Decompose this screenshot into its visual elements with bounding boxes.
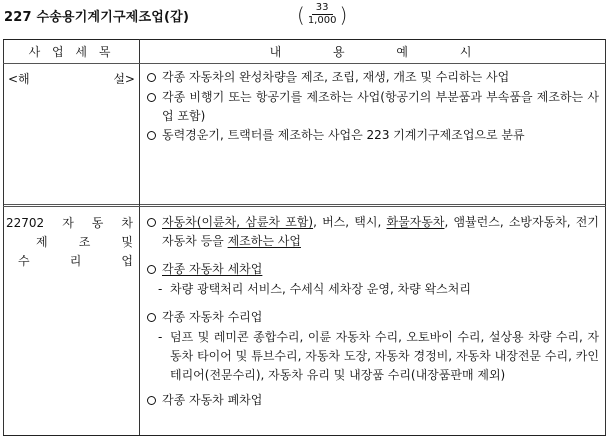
explanation-item-2: 각종 비행기 또는 항공기를 제조하는 사업(항공기의 부분품과 부속품을 제조하는 사업 포함) (162, 90, 599, 123)
explanation-label-right: 설> (113, 72, 135, 86)
label-char: 차 (121, 216, 133, 230)
classification-table (3, 39, 606, 436)
underlined-text: 제조하는 사업 (227, 234, 301, 248)
list-item (146, 308, 599, 328)
underlined-text: 화물자동차 (386, 215, 445, 229)
rate-fraction (297, 2, 347, 27)
label-char: 동 (91, 216, 104, 230)
circle-bullet-icon (146, 308, 162, 328)
label-char: 수 (18, 254, 30, 268)
list-item (146, 68, 599, 88)
sub-item (146, 328, 599, 385)
explanation-item-1: 각종 자동차의 완성차량을 제조, 조립, 재생, 개조 및 수리하는 사업 (162, 70, 510, 84)
page-title: 227 수송용기계기구제조업(갑) (4, 10, 190, 25)
dash-marker: - (158, 282, 163, 296)
explanation-label-left: <해 (8, 72, 30, 86)
circle-bullet-icon (146, 391, 162, 411)
underlined-text: 자동차(이륜차, 삼륜차 포함) (162, 215, 314, 229)
text-segment: , 버스, 택시, (313, 215, 387, 229)
table-header-row (4, 40, 606, 64)
industry-code: 22702 (6, 216, 45, 230)
label-char: 업 (121, 254, 133, 268)
circle-bullet-icon (146, 260, 162, 280)
car-wash-item: 각종 자동차 세차업 (162, 262, 263, 276)
list-item (146, 126, 599, 146)
scrapping-item: 각종 자동차 폐차업 (162, 393, 263, 407)
circle-bullet-icon (146, 126, 162, 146)
label-char: 자 (62, 216, 74, 230)
repair-detail: 덤프 및 레미콘 종합수리, 이륜 자동차 수리, 오토바이 수리, 설상용 차량 수리, 자동차 타이어 및 튜브수리, 자동차 도장, 자동차 경정비, 자동차 내장전문 수리, 카인테리어(전문수리), 자동차 유리 및 내장품 수리(내장품판매 제외) (170, 330, 599, 382)
sub-item (146, 280, 599, 299)
rate-close-paren: ) (339, 2, 348, 27)
label-char: 조 (78, 235, 91, 249)
list-item (146, 260, 599, 280)
dash-marker: - (158, 330, 163, 344)
explanation-label-cell (4, 64, 140, 205)
fraction (306, 2, 339, 27)
rate-open-paren: ( (297, 2, 305, 27)
code-label-cell (4, 207, 140, 436)
label-char: 리 (69, 254, 82, 268)
circle-bullet-icon (146, 68, 162, 88)
header-content-example: 내 용 예 시 (140, 40, 606, 64)
explanation-content-cell (140, 64, 606, 205)
table-row (4, 64, 606, 205)
circle-bullet-icon (146, 213, 162, 251)
rate-numerator: 33 (312, 2, 333, 15)
text-segment: , 앰뷸런스, 소방자동차, 전기자동차 등을 (162, 215, 599, 248)
car-wash-detail: 차량 광택처리 서비스, 수세식 세차장 운영, 차량 왁스처리 (170, 282, 471, 296)
circle-bullet-icon (146, 88, 162, 126)
explanation-item-3: 동력경운기, 트랙터를 제조하는 사업은 223 기계기구제조업으로 분류 (162, 128, 525, 142)
header-business-detail: 사 업 세 목 (4, 40, 140, 64)
code-content-cell (140, 207, 606, 436)
list-item (146, 88, 599, 126)
label-char: 및 (121, 235, 133, 249)
manufacturing-item (162, 213, 599, 251)
repair-item: 각종 자동차 수리업 (162, 310, 263, 324)
label-char: 제 (36, 235, 48, 249)
table-row (4, 207, 606, 436)
list-item (146, 213, 599, 251)
list-item (146, 391, 599, 411)
rate-denominator: 1,000 (307, 15, 337, 26)
